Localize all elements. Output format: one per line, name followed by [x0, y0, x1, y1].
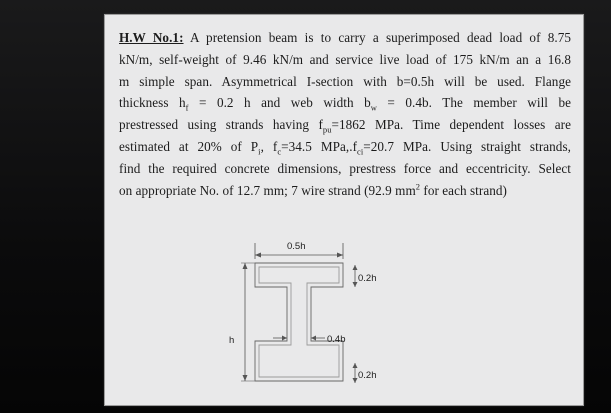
problem-statement [119, 27, 571, 201]
hw-heading: H.W No.1: [119, 30, 184, 45]
problem-line-5: prestressed using strands having $f_{pu}=1862$ MPa. Time dependent losses are [119, 117, 571, 135]
height-dimension [241, 263, 255, 381]
problem-line-8: on appropriate No. of 12.7 mm; 7 wire strand (92.9 $mm^2$ for each strand) [119, 181, 507, 198]
problem-line-2: kN/m, self-weight of 9.46 kN/m and service live load of 175 kN/m an a 16.8 [119, 51, 571, 67]
top-flange-label: 0.2h [358, 273, 377, 284]
problem-line-1: H.W No.1: A pretension beam is to carry a superimposed dead load of 8.75 [119, 30, 571, 45]
bottom-flange-label: 0.2h [358, 370, 377, 381]
problem-line-4: thickness $h_f = 0.2$ h and web width $b_w = 0.4b$. The member will be [119, 95, 571, 114]
top-flange-dimension [353, 265, 358, 287]
i-section-shape [255, 263, 343, 381]
web-width-dimension [273, 336, 325, 341]
web-width-label: 0.4b [327, 334, 346, 345]
problem-line-6: estimated at 20% of $P_i$, $f_c=34.5$ $MPa,.f_{ci}=20.7$ MPa. Using straight strands, [119, 138, 571, 157]
slide-content [104, 14, 584, 406]
problem-line-3: m simple span. Asymmetrical I-section with b=0.5h will be used. Flange [119, 73, 571, 89]
top-width-label: 0.5h [287, 241, 306, 252]
height-label: h [229, 335, 235, 346]
bottom-flange-dimension [353, 363, 358, 383]
i-section-figure [105, 233, 585, 405]
problem-line-7: find the required concrete dimensions, prestress force and eccentricity. Select [119, 160, 571, 176]
